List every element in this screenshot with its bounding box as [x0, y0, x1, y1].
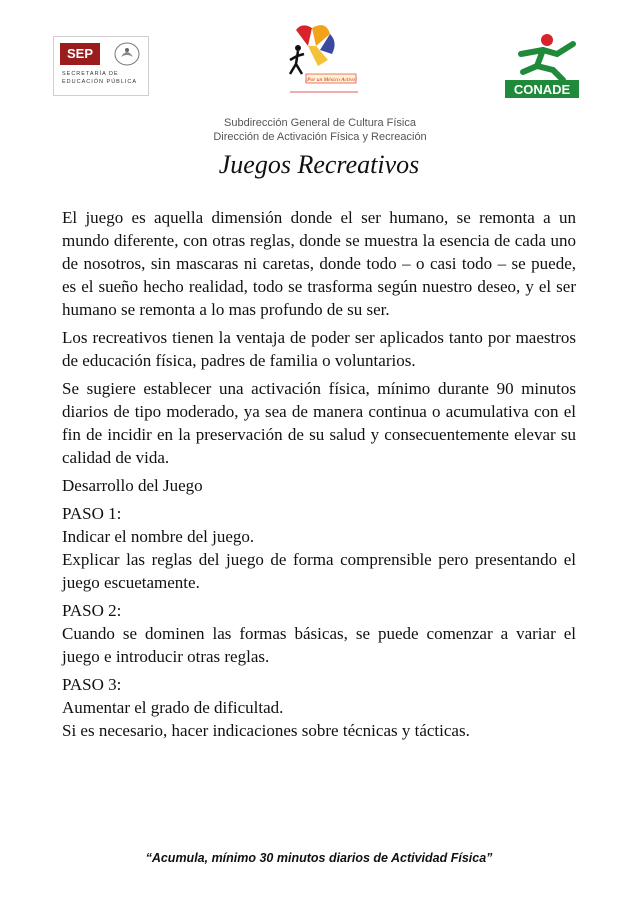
step-3-line-2: Si es necesario, hacer indicaciones sobre técnicas y tácticas.: [62, 721, 470, 740]
mexico-activo-logo: [268, 20, 368, 106]
step-1-label: PASO 1:: [62, 504, 122, 523]
page-title: Juegos Recreativos: [218, 150, 420, 179]
mexico-seal-icon: [112, 41, 142, 67]
sep-abbr: SEP: [60, 43, 100, 65]
step-3-line-1: Aumentar el grado de dificultad.: [62, 698, 284, 717]
sep-subtitle-line2: EDUCACIÓN PÚBLICA: [62, 79, 138, 85]
conade-text: CONADE: [513, 82, 571, 97]
paragraph-2: Los recreativos tienen la ventaja de poder ser aplicados tanto por maestros de educación física, padres de familia o voluntarios.: [62, 328, 576, 370]
document-body: [62, 206, 576, 747]
step-3: [62, 673, 576, 742]
footer-slogan: “Acumula, mínimo 30 minutos diarios de Actividad Física”: [145, 851, 493, 865]
sep-subtitle-line1: SECRETARÍA DE: [62, 71, 119, 77]
paragraph-3: Se sugiere establecer una activación física, mínimo durante 90 minutos diarios de tipo moderado, ya sea de manera continua o acumulativa con el fin de incidir en la preservación de su salud y consecuentemente elevar su calidad de vida.: [62, 379, 576, 467]
step-1-line-1: Indicar el nombre del juego.: [62, 527, 255, 546]
step-1: [62, 502, 576, 594]
conade-logo: [503, 32, 581, 100]
step-2: [62, 599, 576, 668]
header-subheading: [200, 116, 440, 144]
direccion-text: Dirección de Activación Física y Recreación: [213, 131, 427, 143]
sep-logo: [53, 36, 149, 96]
step-1-line-2: Explicar las reglas del juego de forma comprensible pero presentando el juego escuetamente.: [62, 550, 576, 592]
step-2-label: PASO 2:: [62, 601, 122, 620]
step-3-label: PASO 3:: [62, 675, 122, 694]
paragraph-4: Desarrollo del Juego: [62, 476, 203, 495]
center-logo-text: ¡Por un México Activo!: [305, 77, 357, 83]
step-2-line-1: Cuando se dominen las formas básicas, se puede comenzar a variar el juego e introducir otras reglas.: [62, 624, 576, 666]
sep-subtitle: [62, 70, 148, 86]
paragraph-1: El juego es aquella dimensión donde el ser humano, se remonta a un mundo diferente, con otras reglas, donde se muestra la esencia de cada uno de nosotros, sin mascaras ni caretas, donde todo – o casi todo – se puede, es el sueño hecho realidad, todo se trasforma según nuestro deseo, y el ser humano se remonta a lo mas profundo de su ser.: [62, 208, 576, 319]
subdireccion-text: Subdirección General de Cultura Física: [224, 117, 416, 129]
